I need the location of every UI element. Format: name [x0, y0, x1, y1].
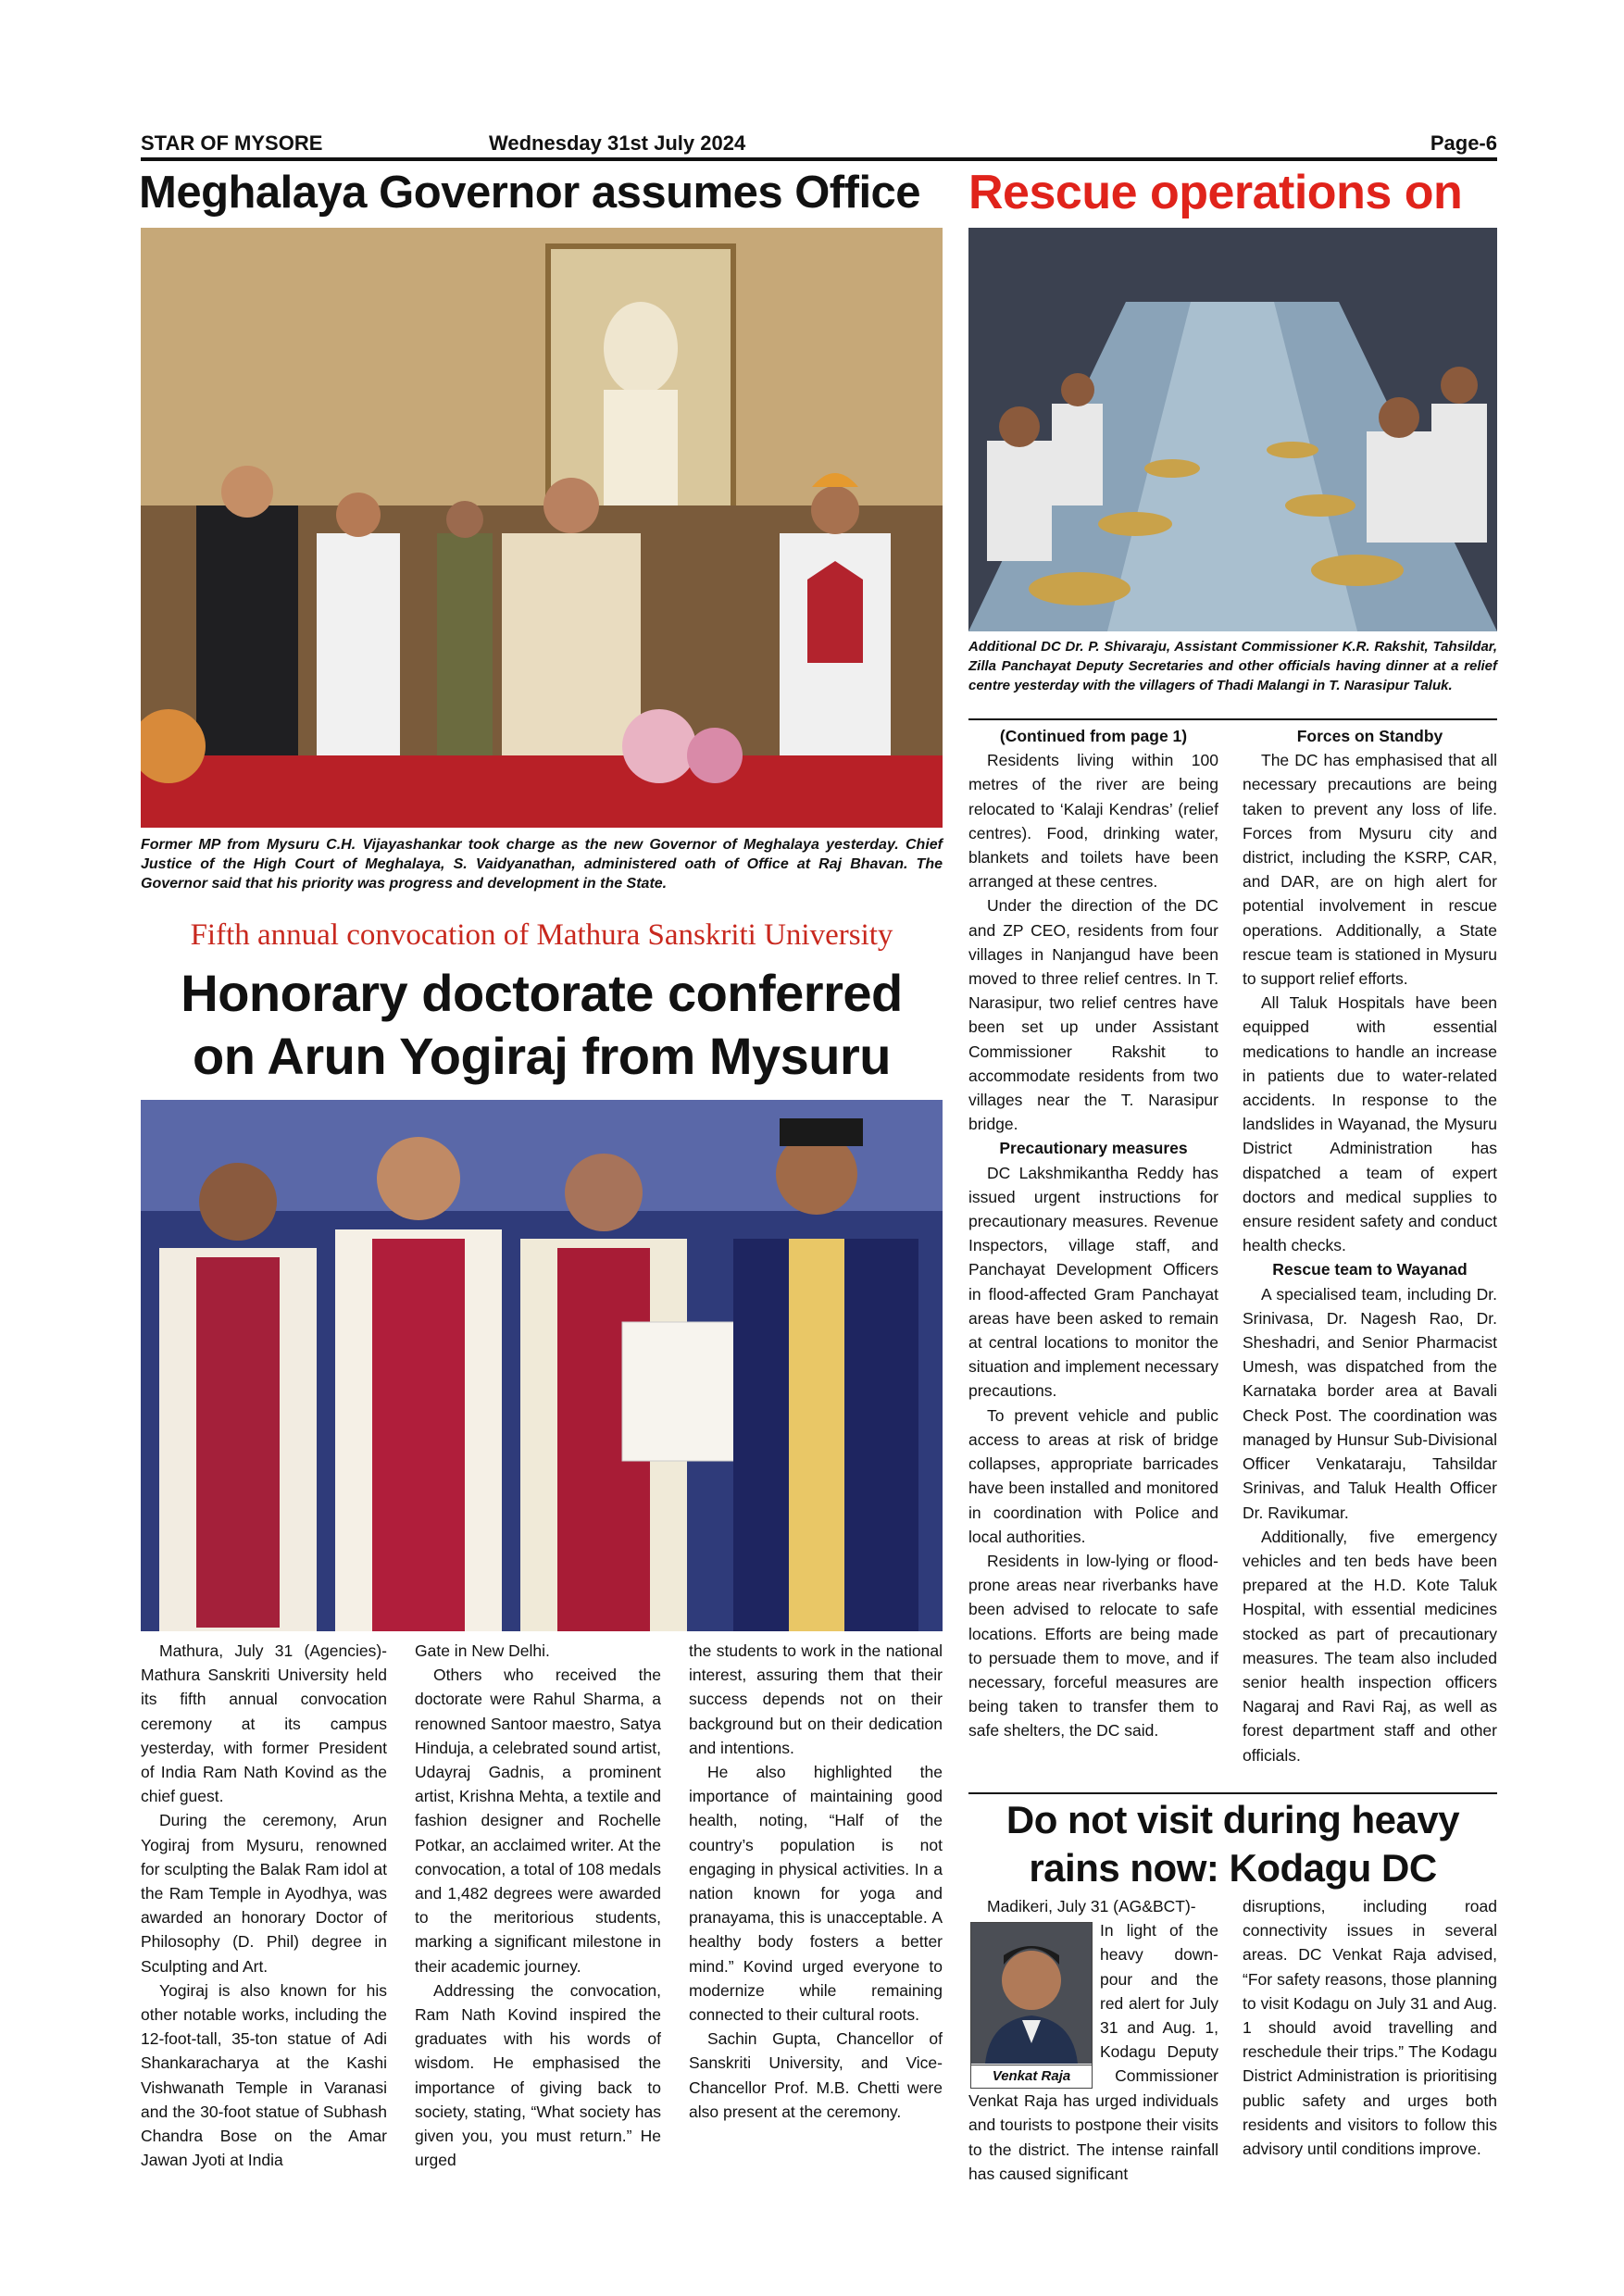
paragraph: He also highlighted the importance of maintaining good health, noting, “Half of the country’s population is not engaging in physical activities. In a nation known for yoga and pranayama, this is unacceptable. A healthy body fosters a better mind.” Kovind urged everyone to modernize while remaining connected to their cultural roots. [689, 1763, 943, 2025]
section-rule [968, 1792, 1497, 1794]
paragraph: Under the direction of the DC and ZP CEO, residents from four villages in Nanjangud have been moved to three relief centres. In T. Narasipur, two relief centres have been set up under Assistant Commissioner Rakshit to accommodate residents from two villages near the T. Narasipur bridge. [968, 896, 1218, 1134]
subhead-wayanad: Rescue team to Wayanad [1272, 1260, 1468, 1279]
subhead-forces: Forces on Standby [1296, 727, 1443, 745]
relief-centre-photo [968, 228, 1497, 631]
rescue-caption: Additional DC Dr. P. Shivaraju, Assistant Commissioner K.R. Rakshit, Tahsildar, Zilla Panchayat Deputy Secretaries and other officials having dinner at a relief centre yesterday with the villagers of Thadi Malangi in T. Narasipur Taluk. [968, 639, 1497, 693]
paragraph: Residents living within 100 metres of the river are being relocated to ‘Kalaji Kendras’ (relief centres). Food, drinking water, blankets and toilets have been arranged at these centres. [968, 751, 1218, 892]
doctorate-column-2 [415, 1639, 661, 2172]
paragraph: disruptions, including road connectivity issues in several areas. DC Venkat Raja advised, “For safety reasons, those planning to visit Kodagu on July 31 and Aug. 1 should avoid travelling and reschedule their trips.” The Kodagu District Administration is prioritising public safety and urges both residents and visitors to follow this advisory until conditions improve. [1243, 1897, 1497, 2159]
portrait-label: Venkat Raja [971, 2065, 1092, 2088]
rescue-headline: Rescue operations on [968, 166, 1463, 219]
governor-photo [141, 228, 943, 828]
wrap-line: In light of the [1100, 1921, 1218, 1940]
subhead-precautionary: Precautionary measures [999, 1139, 1188, 1158]
kodagu-headline-line1: Do not visit during heavy [1006, 1798, 1460, 1841]
masthead [141, 128, 1497, 159]
wrap-line: 31 and Aug. 1, [1100, 2018, 1218, 2038]
wrap-line: heavy down- [1100, 1945, 1218, 1965]
kodagu-column-2 [1243, 1894, 1497, 2161]
paragraph: A specialised team, including Dr. Srinivasa, Dr. Nagesh Rao, Dr. Sheshadri, and Senior Pharmacist Umesh, was dispatched from the Karnataka border area at Bavali Check Post. The coordination was managed by Hunsur Sub-Divisional Officer Venkataraju, Tahsildar Srinivas, and Taluk Health Officer Dr. Ravikumar. [1243, 1284, 1497, 1522]
rescue-column-1 [968, 724, 1218, 1743]
paragraph: During the ceremony, Arun Yogiraj from Mysuru, renowned for sculpting the Balak Ram idol at the Ram Temple in Ayodhya, was awarded an honorary Doctor of Philosophy (D. Phil) degree in Sculpting and Art. [141, 1811, 387, 1976]
paragraph: DC Lakshmikantha Reddy has issued urgent instructions for precautionary measures. Revenue Inspectors, village staff, and Panchayat Development Officers in flood-affected Gram Panchayat areas have been asked to remain at central locations to monitor the situation and implement necessary precautions. [968, 1163, 1218, 1401]
paragraph: Addressing the convocation, Ram Nath Kovind inspired the graduates with his words of wisdom. He emphasised the importance of giving back to society, stating, “What society has given you, you must return.” He urged [415, 1980, 661, 2170]
wrap-line: Kodagu Deputy [1100, 2042, 1218, 2062]
paragraph: The DC has emphasised that all necessary precautions are being taken to prevent any loss of life. Forces from Mysuru city and district, including the KSRP, CAR, and DAR, are on high alert for potential involvement in rescue operations. Additionally, a State rescue team is stationed in Mysuru to support relief efforts. [1243, 751, 1497, 989]
paragraph: Residents in low-lying or flood-prone areas near riverbanks have been advised to relocate to safe locations. Efforts are being made to persuade them to move, and if necessary, forceful measures are being taken to transfer them to safe shelters, the DC said. [968, 1551, 1218, 1741]
governor-caption: Former MP from Mysuru C.H. Vijayashankar took charge as the new Governor of Meghalaya yesterday. Chief Justice of the High Court of Meghalaya, S. Vaidyanathan, administered oath of Office at Raj Bhavan. The Governor said that his priority was progress and development in the State. [141, 837, 943, 892]
paragraph: Yogiraj is also known for his other notable works, including the 12-foot-tall, 35-ton statue of Adi Shankaracharya at the Kashi Vishwanath Temple in Varanasi and the 30-foot statue of Subhash Chandra Bose on the Amar Jawan Jyoti at India [141, 1980, 387, 2170]
paragraph: Additionally, five emergency vehicles and ten beds have been prepared at the H.D. Kote Taluk Hospital, with essential medicines stocked as part of precautionary measures. The team also included senior health inspection officers Nagaraj and Ravi Raj, as well as forest department staff and other officials. [1243, 1527, 1497, 1765]
doctorate-headline-line2: on Arun Yogiraj from Mysuru [193, 1027, 891, 1085]
rescue-column-2 [1243, 724, 1497, 1767]
governor-headline: Meghalaya Governor assumes Office [139, 168, 921, 218]
paragraph: To prevent vehicle and public access to areas at risk of bridge collapses, appropriate barricades have been installed and monitored in coordination with Police and local authorities. [968, 1405, 1218, 1546]
doctorate-kicker: Fifth annual convocation of Mathura Sanskriti University [190, 918, 893, 952]
caption-rule [968, 718, 1497, 720]
wrap-line: Commissioner [1115, 2066, 1218, 2086]
paragraph: the students to work in the national interest, assuring them that their success depends not on their background but on their dedication and intentions. [689, 1641, 943, 1757]
kodagu-headline-line2: rains now: Kodagu DC [1029, 1846, 1437, 1890]
paragraph: Mathura, July 31 (Agencies)- Mathura Sanskriti University held its fifth annual convocation ceremony at its campus yesterday, with former President of India Ram Nath Kovind as the chief guest. [141, 1641, 387, 1806]
doctorate-headline-line1: Honorary doctorate conferred [181, 964, 903, 1022]
dc-portrait [970, 1922, 1093, 2089]
dateline: Madikeri, July 31 (AG&BCT)- [987, 1897, 1196, 1915]
paragraph: Sachin Gupta, Chancellor of Sanskriti University, and Vice-Chancellor Prof. M.B. Chetti were also present at the ceremony. [689, 2029, 943, 2121]
paragraph: All Taluk Hospitals have been equipped with essential medications to handle an increase in patients due to water-related accidents. In response to the landslides in Wayanad, the Mysuru District Administration has dispatched a team of expert doctors and medical supplies to ensure resident safety and conduct health checks. [1243, 993, 1497, 1255]
doctorate-column-1 [141, 1639, 387, 2172]
wrap-line: pour and the [1100, 1969, 1218, 1989]
continued-note: (Continued from page 1) [999, 727, 1188, 745]
paragraph: Venkat Raja has urged individuals and tourists to postpone their visits to the district. The intense rainfall has caused significant [968, 2091, 1218, 2183]
doctorate-column-3 [689, 1639, 943, 2124]
convocation-photo [141, 1100, 943, 1631]
paper-name: STAR OF MYSORE [141, 131, 323, 155]
masthead-rule [141, 157, 1497, 161]
page-number: Page-6 [1430, 131, 1497, 155]
paragraph: Others who received the doctorate were Rahul Sharma, a renowned Santoor maestro, Satya Hinduja, a celebrated sound artist, Udayraj Gadnis, a prominent artist, Krishna Mehta, a textile and fashion designer and Rochelle Potkar, an acclaimed writer. At the convocation, a total of 108 medals and 1,482 degrees were awarded to the meritorious students, marking a significant milestone in their academic journey. [415, 1666, 661, 1976]
paragraph: Gate in New Delhi. [415, 1641, 550, 1660]
issue-date: Wednesday 31st July 2024 [489, 131, 746, 155]
kodagu-column-1 [968, 1894, 1218, 2186]
wrap-line: red alert for July [1100, 1993, 1218, 2013]
